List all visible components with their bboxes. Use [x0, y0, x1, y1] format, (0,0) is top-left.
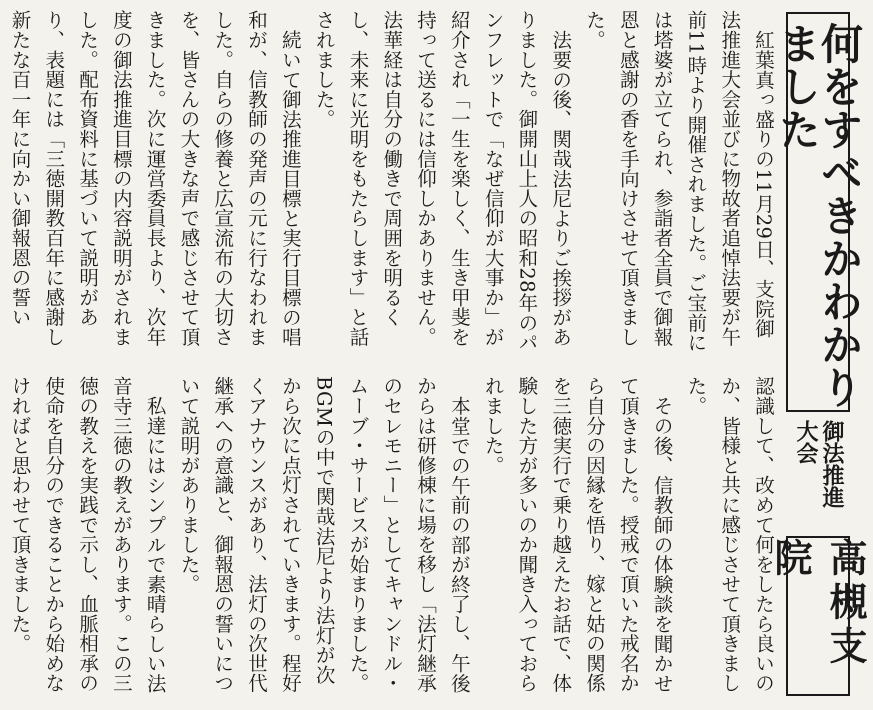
paragraph: 続いて御法推進目標と実行目標の唱和が、信教師の発声の元に行なわれました。自らの修養と広宣流布の大切さを、皆さんの大きな声で感じさせて頂きました。次に運営委員長より、次年度の御法推進目標の内容説明がされました。配布資料に基づいて説明があり、表題には「三徳開教百年に感謝し新たな百一年に向かい御報恩の誓い: [8, 10, 302, 347]
headline: 何をすべきかわかりました: [773, 22, 864, 409]
paragraph: 私達にはシンプルで素晴らしい法音寺三徳の教えがあります。この三徳の教えを実践で示し、血脈相承の使命を自分のできることから始めなければと思わせて頂きました。: [8, 376, 167, 693]
paragraph: [0, 376, 3, 702]
headline-box: [773, 12, 864, 412]
article-body-bottom: [8, 376, 780, 702]
branch-name: 高槻支院: [768, 538, 867, 670]
section-label: [792, 420, 844, 520]
paragraph: 紅葉真っ盛りの11月29日、支院御法推進大会並びに物故者追悼法要が午前11時より開催されました。ご宝前には塔婆が立てられ、参詣者全員で御報恩と感謝の香を手向けさせて頂きました。: [583, 10, 775, 353]
paragraph: その後、信教師の体験談を聞かせて頂きました。授戒で頂いた戒名から自分の因縁を悟り、嫁と姑の関係を三徳実行で乗り越えたお話で、体験した方が多いのか聞き入っておられました。: [481, 376, 674, 693]
paragraph: 本堂での午前の部が終了し、午後からは研修棟に場を移し「法灯継承のセレモニー」としてキャンドル・ムーブ・サービスが始まりました。BGMの中で関哉法尼より法灯が次から次に点灯されていきます。程好くアナウンスがあり、法灯の次世代継承への意識と、御報恩の誓いについて説明がありました。: [177, 376, 471, 693]
paragraph: 認識して、改めて何をしたら良いのか、皆様と共に感じさせて頂きました。: [684, 376, 775, 693]
paragraph: 法要の後、関哉法尼よりご挨拶がありました。御開山上人の昭和28年のパンフレットで「なぜ信仰が大事か」が紹介され「一生を楽しく、生き甲斐を持って送るには信仰しかありません。法華経は自分の働きで周囲を明るくし、未来に光明をもたらします」と話されました。: [312, 10, 573, 353]
section-name: 御法推進大会: [793, 420, 844, 508]
article-body-top: [8, 10, 780, 354]
branch-box: [768, 536, 867, 696]
